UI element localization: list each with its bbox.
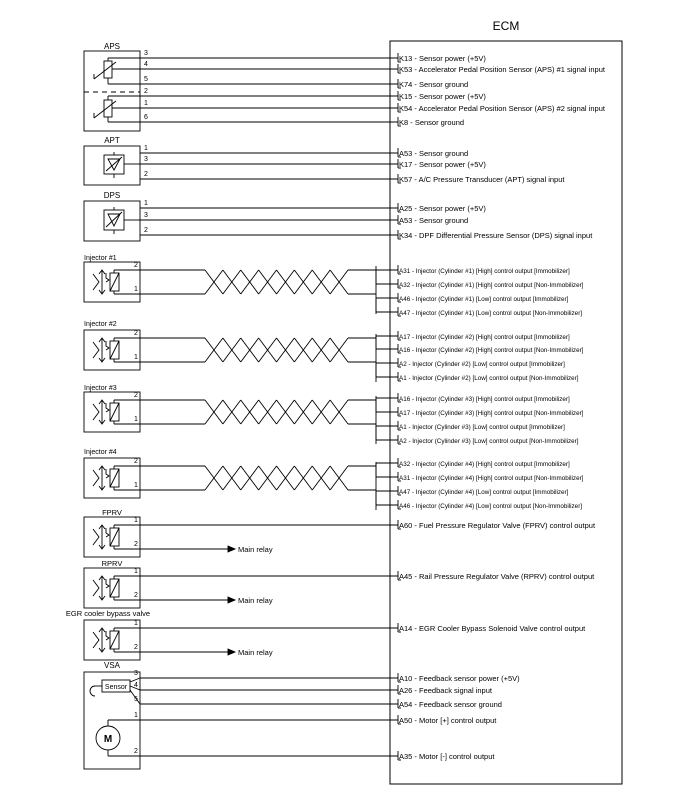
ecm-signal-label: A32 - Injector (Cylinder #1) [High] control output [Non-Immobilizer] [399,282,584,289]
vsa-actuator [84,661,140,769]
pin-number: 3 [144,212,148,219]
pin-number: 2 [144,171,148,178]
aps-label: APS [103,42,121,51]
pin-number: 3 [134,670,138,677]
arrow-icon [228,546,235,552]
fprv-solenoid [84,517,140,557]
egr-solenoid [84,620,140,660]
ecm-signal-label: K74 - Sensor ground [399,80,469,89]
ecm-signal-label: K34 - DPF Differential Pressure Sensor (DPS) signal input [399,231,593,240]
pin-number: 2 [134,330,138,337]
ecm-signal-label: A60 - Fuel Pressure Regulator Valve (FPRV) control output [399,521,596,530]
ecm-signal-label: A35 - Motor [-] control output [399,752,495,761]
ecm-signal-label: A50 - Motor [+] control output [399,716,497,725]
motor-label: M [103,734,113,745]
rprv-solenoid [84,568,140,608]
arrow-icon [228,649,235,655]
ecm-signal-label: A46 - Injector (Cylinder #4) [Low] control output [Non-Immobilizer] [399,503,583,510]
ecm-signal-label: A46 - Injector (Cylinder #1) [Low] control output [Immobilizer] [399,296,569,303]
pin-number: 4 [134,682,138,689]
pin-number: 2 [144,88,148,95]
inj1-solenoid [84,262,140,302]
valve-icon [93,342,99,358]
ecm-signal-label: K53 - Accelerator Pedal Position Sensor (APS) #1 signal input [399,65,605,74]
ecm-signal-label: A31 - Injector (Cylinder #1) [High] control output [Immobilizer] [399,268,570,275]
coil [110,403,119,421]
ecm-signal-label: K57 - A/C Pressure Transducer (APT) signal input [399,175,565,184]
ecm-signal-label: K17 - Sensor power (+5V) [399,160,486,169]
fprv-label: FPRV [102,508,122,517]
inj3-solenoid [84,392,140,432]
inj1-label: Injector #1 [84,255,117,262]
ecm-signal-label: A26 - Feedback signal input [399,686,492,695]
component-box [84,392,140,432]
pin-number: 1 [134,416,138,423]
vsa-label: VSA [103,661,121,670]
ecm-signal-label: A17 - Injector (Cylinder #2) [High] control output [Immobilizer] [399,334,570,341]
component-box [84,568,140,608]
aps-sensor [84,42,140,131]
inj4-solenoid [84,458,140,498]
component-box [84,330,140,370]
component-box [84,458,140,498]
valve-icon [93,632,99,648]
inj2-label: Injector #2 [84,321,117,328]
pin-number: 1 [134,286,138,293]
ecm-signal-label: A31 - Injector (Cylinder #4) [High] control output [Non-Immobilizer] [399,475,584,482]
valve-icon [93,274,99,290]
ecm-title: ECM [492,19,520,33]
pin-number: 6 [144,114,148,121]
pin-number: 4 [144,61,148,68]
coil [110,273,119,291]
ecm-signal-label: A2 - Injector (Cylinder #3) [Low] control output [Non-Immobilizer] [399,438,579,445]
valve-icon [93,529,99,545]
main-relay-label: Main relay [238,545,273,554]
coil [110,341,119,359]
ecm-signal-label: K15 - Sensor power (+5V) [399,92,486,101]
pin-number: 2 [134,644,138,651]
ecm-signal-label: A47 - Injector (Cylinder #4) [Low] control output [Immobilizer] [399,489,569,496]
spring [106,631,109,640]
ecm-signal-label: A32 - Injector (Cylinder #4) [High] control output [Immobilizer] [399,461,570,468]
pin-number: 1 [144,200,148,207]
pin-number: 1 [134,517,138,524]
main-relay-label: Main relay [238,648,273,657]
component-box [84,517,140,557]
ecm-signal-label: A25 - Sensor power (+5V) [399,204,486,213]
pin-number: 3 [144,156,148,163]
inj3-label: Injector #3 [84,385,117,392]
spring [106,579,109,588]
valve-icon [93,580,99,596]
pin-number: 2 [134,458,138,465]
apt-label: APT [104,136,120,145]
inj4-label: Injector #4 [84,449,117,456]
ecm-signal-label: A1 - Injector (Cylinder #3) [Low] control output [Immobilizer] [399,424,565,431]
pin-number: 2 [134,262,138,269]
pin-number: 1 [144,145,148,152]
coil [110,579,119,597]
ecm-signal-label: A16 - Injector (Cylinder #3) [High] control output [Immobilizer] [399,396,570,403]
inj2-solenoid [84,330,140,370]
apt-sensor [84,136,140,185]
spring [106,403,109,412]
vsa-sensor-label: Sensor [104,684,128,691]
pin-number: 1 [134,620,138,627]
spring [106,469,109,478]
pin-number: 2 [134,592,138,599]
pin-number: 1 [144,100,148,107]
ecm-signal-label: A53 - Sensor ground [399,149,469,158]
ecm-signal-label: K8 - Sensor ground [399,118,465,127]
spring [106,341,109,350]
coil [110,528,119,546]
ecm-signal-label: K54 - Accelerator Pedal Position Sensor (APS) #2 signal input [399,104,605,113]
arrow-icon [228,597,235,603]
ecm-signal-label: A2 - Injector (Cylinder #2) [Low] control output [Immobilizer] [399,361,565,368]
pin-number: 1 [134,354,138,361]
coil [110,469,119,487]
ecm-signal-label: A10 - Feedback sensor power (+5V) [399,674,520,683]
pin-number: 2 [134,541,138,548]
pin-number: 3 [144,50,148,57]
component-box [84,620,140,660]
dps-label: DPS [103,191,121,200]
ecm-signal-label: A14 - EGR Cooler Bypass Solenoid Valve control output [399,624,586,633]
ecm-signal-label: A47 - Injector (Cylinder #1) [Low] control output [Non-Immobilizer] [399,310,583,317]
aps-potentiometer-1 [94,58,140,84]
valve-icon [93,470,99,486]
pin-number: 2 [134,748,138,755]
main-relay-label: Main relay [238,596,273,605]
ecm-signal-label: A53 - Sensor ground [399,216,469,225]
rprv-label: RPRV [101,559,123,568]
spring [106,273,109,282]
ecm-signal-label: A16 - Injector (Cylinder #2) [High] control output [Non-Immobilizer] [399,347,584,354]
pin-number: 2 [134,392,138,399]
pin-number: 5 [134,696,138,703]
ecm-signal-label: A1 - Injector (Cylinder #2) [Low] control output [Non-Immobilizer] [399,375,579,382]
component-box [84,262,140,302]
pin-number: 1 [134,482,138,489]
ecm-signal-label: A17 - Injector (Cylinder #3) [High] control output [Non-Immobilizer] [399,410,584,417]
pin-number: 5 [144,76,148,83]
valve-icon [93,404,99,420]
ecm-signal-label: K13 - Sensor power (+5V) [399,54,486,63]
egr-label: EGR cooler bypass valve [65,609,151,618]
ecm-signal-label: A54 - Feedback sensor ground [399,700,502,709]
pin-number: 1 [134,712,138,719]
aps-potentiometer-2 [94,96,140,122]
pin-number: 1 [134,568,138,575]
pin-number: 2 [144,227,148,234]
ecm-signal-label: A45 - Rail Pressure Regulator Valve (RPRV) control output [399,572,595,581]
spring [106,528,109,537]
coil [110,631,119,649]
dps-sensor [84,191,140,241]
